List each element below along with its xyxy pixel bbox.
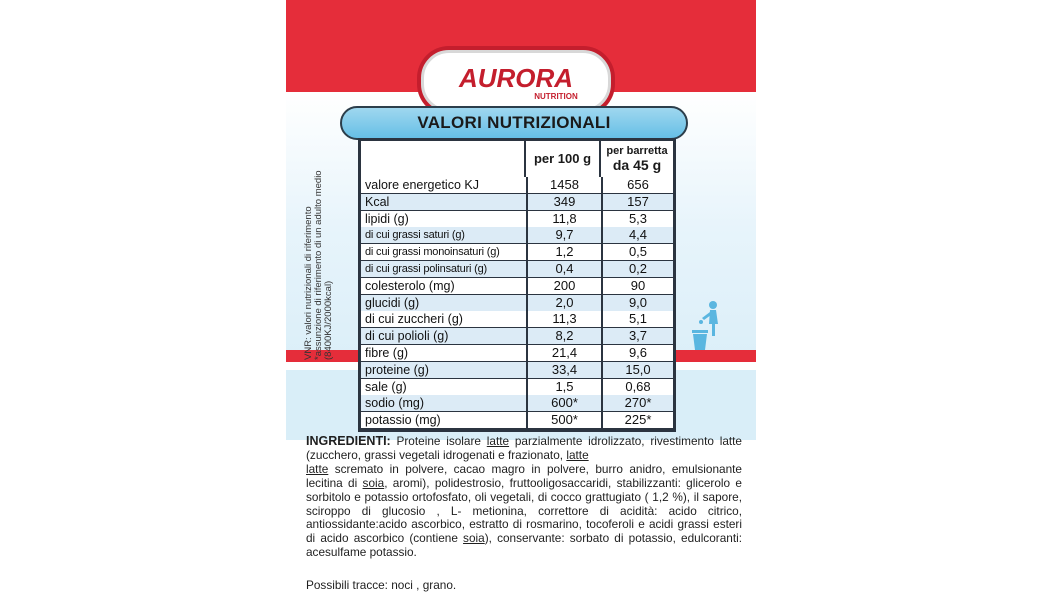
table-row: [361, 194, 673, 211]
row-value-per-bar: 5,1: [601, 311, 673, 327]
row-label: lipidi (g): [365, 211, 409, 226]
table-row: [361, 295, 673, 312]
table-row: [361, 395, 673, 412]
brand-name: AURORA: [458, 63, 574, 93]
brand-logo-art: [424, 53, 608, 109]
row-value-per100: 349: [526, 194, 601, 210]
row-value-per100: 1,2: [526, 244, 601, 260]
row-label: di cui zuccheri (g): [365, 312, 463, 327]
row-value-per-bar: 225*: [601, 412, 673, 428]
table-row: [361, 345, 673, 362]
row-label: fibre (g): [365, 346, 409, 360]
table-row: [361, 278, 673, 295]
header-per-bar-bottom: da 45 g: [612, 157, 662, 173]
traces-text: Possibili tracce: noci , grano.: [306, 578, 457, 592]
row-label: colesterolo (mg): [365, 278, 455, 293]
row-label: proteine (g): [365, 362, 429, 377]
nutrition-table: [358, 138, 676, 432]
recycle-bin-icon: [690, 300, 726, 352]
row-label: sale (g): [365, 379, 407, 394]
row-label: di cui grassi monoinsaturi (g): [365, 246, 500, 259]
table-row: [361, 311, 673, 328]
header-per100: per 100 g: [526, 141, 601, 177]
row-value-per100: 8,2: [526, 328, 601, 344]
row-value-per100: 11,8: [526, 211, 601, 227]
vnr-note: [304, 170, 344, 360]
row-value-per-bar: 5,3: [601, 211, 673, 227]
row-value-per-bar: 90: [601, 278, 673, 294]
row-value-per100: 2,0: [526, 295, 601, 311]
row-label: sodio (mg): [365, 396, 425, 411]
row-label: di cui polioli (g): [365, 329, 449, 344]
row-value-per-bar: 0,5: [601, 244, 673, 260]
header-per-bar: [601, 141, 673, 177]
vnr-line-3: (8400KJ/2000kcal): [323, 280, 334, 360]
table-row: [361, 412, 673, 429]
table-title-pill: [340, 106, 688, 140]
brand-sub: NUTRITION: [534, 92, 578, 101]
row-label: valore energetico KJ: [365, 178, 479, 192]
row-value-per100: 600*: [526, 395, 601, 411]
table-header: [361, 141, 673, 179]
header-per-bar-top: per barretta: [606, 145, 668, 157]
row-value-per100: 200: [526, 278, 601, 294]
ingredients-heading: INGREDIENTI:: [306, 434, 391, 448]
row-value-per100: 500*: [526, 412, 601, 428]
ingredients-text: INGREDIENTI: Proteine isolare latte parzialmente idrolizzato, rivestimento latte (zucchero, grassi vegetali idrogenati e frazionato, latte latte scremato in polvere, cacao magro in polvere, burro anidro, emulsionante lecitina di soia, aromi), polidestrosio, fruttooligosaccaridi, stabilizzanti: glicerolo e sorbitolo e potassio ortofosfato, oli vegetali, di cocco grattugiato ( 1,2 %), il sapore, sciroppo di glucosio , L- metionina, correttore di acidità: acido citrico, antiossidante:acido ascorbico, estratto di rosmarino, tocoferoli e acidi grassi esteri di acido ascorbico (contiene soia), conservante: sorbato di potassio, edulcoranti: acesulfame potassio.: [306, 434, 742, 560]
row-value-per-bar: 270*: [601, 395, 673, 411]
vnr-line-2: *assunzione di riferimento di un adulto medio: [313, 170, 324, 360]
row-value-per100: 9,7: [526, 227, 601, 243]
row-value-per100: 33,4: [526, 362, 601, 378]
table-row: [361, 227, 673, 244]
row-value-per-bar: 157: [601, 194, 673, 210]
vnr-line-1: VNR: valori nutrizionali di riferimento: [303, 206, 314, 360]
brand-logo: [421, 50, 611, 112]
row-value-per100: 1458: [526, 177, 601, 193]
table-body: [361, 177, 673, 429]
row-value-per-bar: 0,68: [601, 379, 673, 395]
table-row: [361, 177, 673, 194]
row-value-per100: 1,5: [526, 379, 601, 395]
row-value-per-bar: 656: [601, 177, 673, 193]
table-title: VALORI NUTRIZIONALI: [417, 113, 611, 132]
row-value-per-bar: 9,0: [601, 295, 673, 311]
row-value-per-bar: 0,2: [601, 261, 673, 277]
row-value-per100: 11,3: [526, 311, 601, 327]
row-value-per-bar: 9,6: [601, 345, 673, 361]
row-label: Kcal: [365, 194, 390, 209]
row-value-per-bar: 3,7: [601, 328, 673, 344]
table-row: [361, 211, 673, 228]
header-label-cell: [361, 141, 526, 177]
row-value-per-bar: 15,0: [601, 362, 673, 378]
row-label: di cui grassi polinsaturi (g): [365, 263, 487, 275]
row-label: glucidi (g): [365, 295, 420, 310]
table-row: [361, 328, 673, 345]
product-label: [286, 0, 756, 600]
table-row: [361, 362, 673, 379]
row-value-per-bar: 4,4: [601, 227, 673, 243]
table-row: [361, 244, 673, 261]
table-row: [361, 379, 673, 396]
row-label: di cui grassi saturi (g): [365, 229, 465, 242]
row-value-per100: 21,4: [526, 345, 601, 361]
row-value-per100: 0,4: [526, 261, 601, 277]
row-label: potassio (mg): [365, 413, 441, 428]
table-row: [361, 261, 673, 278]
